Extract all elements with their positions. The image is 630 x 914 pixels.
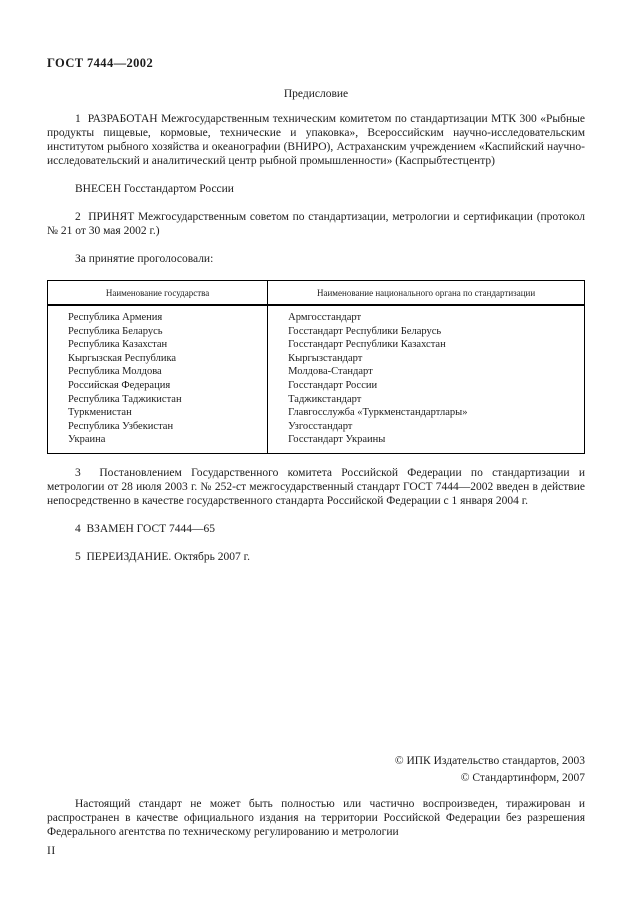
table-cell: Таджикстандарт [268, 393, 585, 407]
table-row [48, 365, 585, 379]
table-cell: Госстандарт Республики Казахстан [268, 338, 585, 352]
page-number: II [47, 845, 56, 857]
table-cell: Главгосслужба «Туркменстандартлары» [268, 406, 585, 420]
table-cell: Кыргызская Республика [68, 352, 177, 364]
table-cell: Молдова-Стандарт [268, 365, 585, 379]
voting-table-body [48, 305, 585, 453]
copyright-block [47, 753, 585, 786]
vote-intro: За принятие проголосовали: [75, 253, 214, 265]
table-cell: Республика Армения [68, 312, 163, 323]
table-cell: Узгосстандарт [268, 420, 585, 434]
restriction-notice: Настоящий стандарт не может быть полностью или частично воспроизведен, тиражирован и распространен в качестве официального издания на территории Российской Федерации без разрешения Федерального агентства по техническому регулированию и метрологии [47, 798, 585, 838]
table-cell: Республика Молдова [68, 366, 162, 378]
clause-2-adopted: 2 ПРИНЯТ Межгосударственным советом по стандартизации, метрологии и сертификации (протокол № 21 от 30 мая 2002 г.) [47, 211, 585, 237]
table-cell: Госстандарт России [268, 379, 585, 393]
clause-submitted: ВНЕСЕН Госстандартом России [75, 183, 234, 195]
table-row [48, 393, 585, 407]
col-header-country: Наименование государства [48, 281, 268, 306]
clause-1-developed: 1 РАЗРАБОТАН Межгосударственным техническим комитетом по стандартизации МТК 300 «Рыбные продукты пищевые, кормовые, технические и упаковка», Всероссийским научно-исследовательским институтом рыбного хозяйства и океанографии (ВНИРО), Астраханским учреждением «Каспийский научно-исследовательский и аналитический центр рыбной промышленности» (Каспрыбтестцентр) [47, 113, 585, 167]
clause-5-reissue: 5 ПЕРЕИЗДАНИЕ. Октябрь 2007 г. [75, 550, 250, 563]
table-cell: Республика Казахстан [68, 339, 168, 351]
voting-table [47, 280, 585, 454]
table-row [48, 406, 585, 420]
table-cell: Республика Таджикистан [68, 393, 182, 405]
table-cell: Республика Беларусь [68, 325, 163, 337]
table-row [48, 379, 585, 393]
table-cell: Армгосстандарт [268, 305, 585, 325]
col-header-org: Наименование национального органа по стандартизации [268, 281, 585, 306]
copyright-line-2: © Стандартинформ, 2007 [460, 771, 585, 784]
clause-3-enacted: 3 Постановлением Государственного комитета Российской Федерации по стандартизации и метрологии от 28 июля 2003 г. № 252-ст межгосударственный стандарт ГОСТ 7444—2002 введен в действие непосредственно в качестве государственного стандарта Российской Федерации с 1 января 2004 г. [47, 466, 585, 507]
table-row [48, 305, 585, 325]
voting-table-head [48, 281, 585, 306]
table-cell: Кыргызстандарт [268, 352, 585, 366]
page-footer [47, 753, 585, 857]
table-row [48, 352, 585, 366]
table-row [48, 325, 585, 339]
copyright-line-1: © ИПК Издательство стандартов, 2003 [394, 755, 585, 767]
preface-title: Предисловие [283, 88, 349, 100]
table-cell: Республика Узбекистан [68, 420, 174, 432]
clause-4-replaces: 4 ВЗАМЕН ГОСТ 7444—65 [75, 522, 216, 535]
voting-table-header-row [48, 281, 585, 306]
table-cell: Российская Федерация [68, 379, 171, 391]
table-row [48, 338, 585, 352]
doc-code: ГОСТ 7444—2002 [47, 56, 154, 70]
table-row [48, 420, 585, 434]
table-row [48, 433, 585, 453]
table-cell: Украина [68, 434, 106, 446]
table-cell: Госстандарт Украины [268, 433, 585, 453]
table-cell: Туркменистан [68, 407, 132, 419]
table-cell: Госстандарт Республики Беларусь [268, 325, 585, 339]
